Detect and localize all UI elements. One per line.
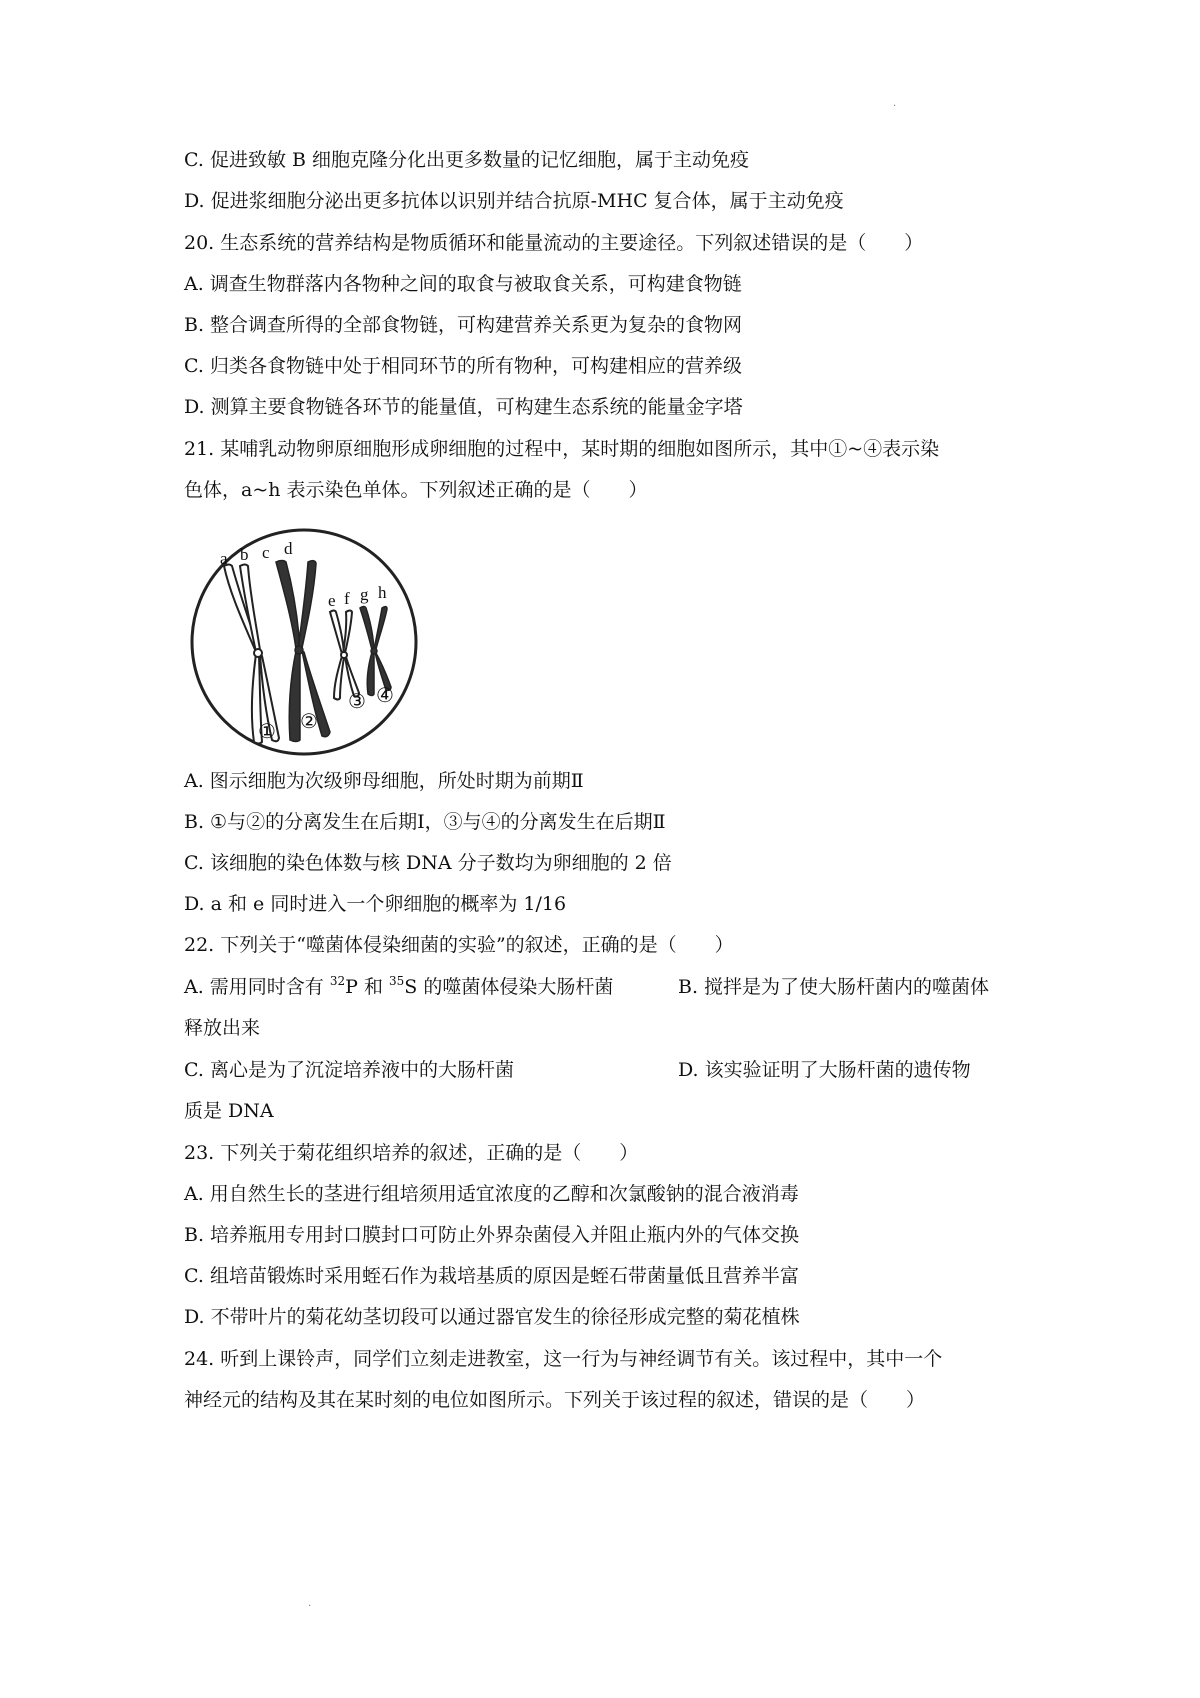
chromatid-label: d [284,539,293,558]
q19-option-d: D. 促进浆细胞分泌出更多抗体以识别并结合抗原-MHC 复合体，属于主动免疫 [184,190,844,212]
q23-option-c: C. 组培苗锻炼时采用蛭石作为栽培基质的原因是蛭石带菌量低且营养半富 [184,1265,799,1287]
chromatid-label: h [378,583,387,602]
chromosome-figure [184,524,424,764]
q23-option-a: A. 用自然生长的茎进行组培须用适宜浓度的乙醇和次氯酸钠的混合液消毒 [184,1183,799,1205]
chromosome-label: ④ [376,683,394,707]
q24-stem-line1: 24. 听到上课铃声，同学们立刻走进教室，这一行为与神经调节有关。该过程中，其中一个 [184,1348,943,1370]
q23-option-d: D. 不带叶片的菊花幼茎切段可以通过器官发生的徐径形成完整的菊花植株 [184,1306,800,1328]
q21-stem-line2: 色体，a~h 表示染色单体。下列叙述正确的是（ ） [184,479,648,501]
chromatid-label: a [220,549,228,568]
q23-option-b: B. 培养瓶用专用封口膜封口可防止外界杂菌侵入并阻止瓶内外的气体交换 [184,1224,800,1246]
q24-stem-line2: 神经元的结构及其在某时刻的电位如图所示。下列关于该过程的叙述，错误的是（ ） [184,1389,926,1411]
chromatid-label: b [240,545,249,564]
chromosome-label: ① [258,719,276,743]
chromatid-label: e [328,591,336,610]
q22-option-b-continued: 释放出来 [184,1017,261,1039]
q22-option-d-continued: 质是 DNA [184,1100,274,1122]
q21-stem-line1: 21. 某哺乳动物卵原细胞形成卵细胞的过程中，某时期的细胞如图所示，其中①~④表示染 [184,438,940,460]
q22-option-a: A. 需用同时含有 $^{32}$P 和 $^{35}$S 的噬菌体侵染大肠杆菌 [184,974,614,998]
q22-option-b: B. 搅拌是为了使大肠杆菌内的噬菌体 [678,976,990,998]
q21-option-c: C. 该细胞的染色体数与核 DNA 分子数均为卵细胞的 2 倍 [184,852,672,874]
q21-option-d: D. a 和 e 同时进入一个卵细胞的概率为 1/16 [184,893,567,915]
chromosome-3 [330,611,359,700]
bottom-mark: . [308,1598,312,1609]
chromatid-label: g [360,585,369,604]
q22-stem: 22. 下列关于“噬菌体侵染细菌的实验”的叙述，正确的是（ ） [184,934,734,956]
chromosome-1 [224,565,279,744]
chromosome-label: ② [300,709,318,733]
q22-option-d: D. 该实验证明了大肠杆菌的遗传物 [678,1059,971,1081]
chromosome-label: ③ [348,689,366,713]
q20-stem: 20. 生态系统的营养结构是物质循环和能量流动的主要途径。下列叙述错误的是（ ） [184,232,924,254]
top-mark: . [893,98,897,109]
q20-option-a: A. 调查生物群落内各物种之间的取食与被取食关系，可构建食物链 [184,273,742,295]
q20-option-b: B. 整合调查所得的全部食物链，可构建营养关系更为复杂的食物网 [184,314,743,336]
chromatid-label: f [344,589,350,608]
q19-option-c: C. 促进致敏 B 细胞克隆分化出更多数量的记忆细胞，属于主动免疫 [184,149,749,171]
chromatid-label: c [262,543,270,562]
q20-option-c: C. 归类各食物链中处于相同环节的所有物种，可构建相应的营养级 [184,355,742,377]
q23-stem: 23. 下列关于菊花组织培养的叙述，正确的是（ ） [184,1142,639,1164]
q20-option-d: D. 测算主要食物链各环节的能量值，可构建生态系统的能量金字塔 [184,396,743,418]
q22-option-c: C. 离心是为了沉淀培养液中的大肠杆菌 [184,1059,514,1081]
q21-option-b: B. ①与②的分离发生在后期Ⅰ，③与④的分离发生在后期Ⅱ [184,811,666,833]
q21-option-a: A. 图示细胞为次级卵母细胞，所处时期为前期Ⅱ [184,770,584,792]
